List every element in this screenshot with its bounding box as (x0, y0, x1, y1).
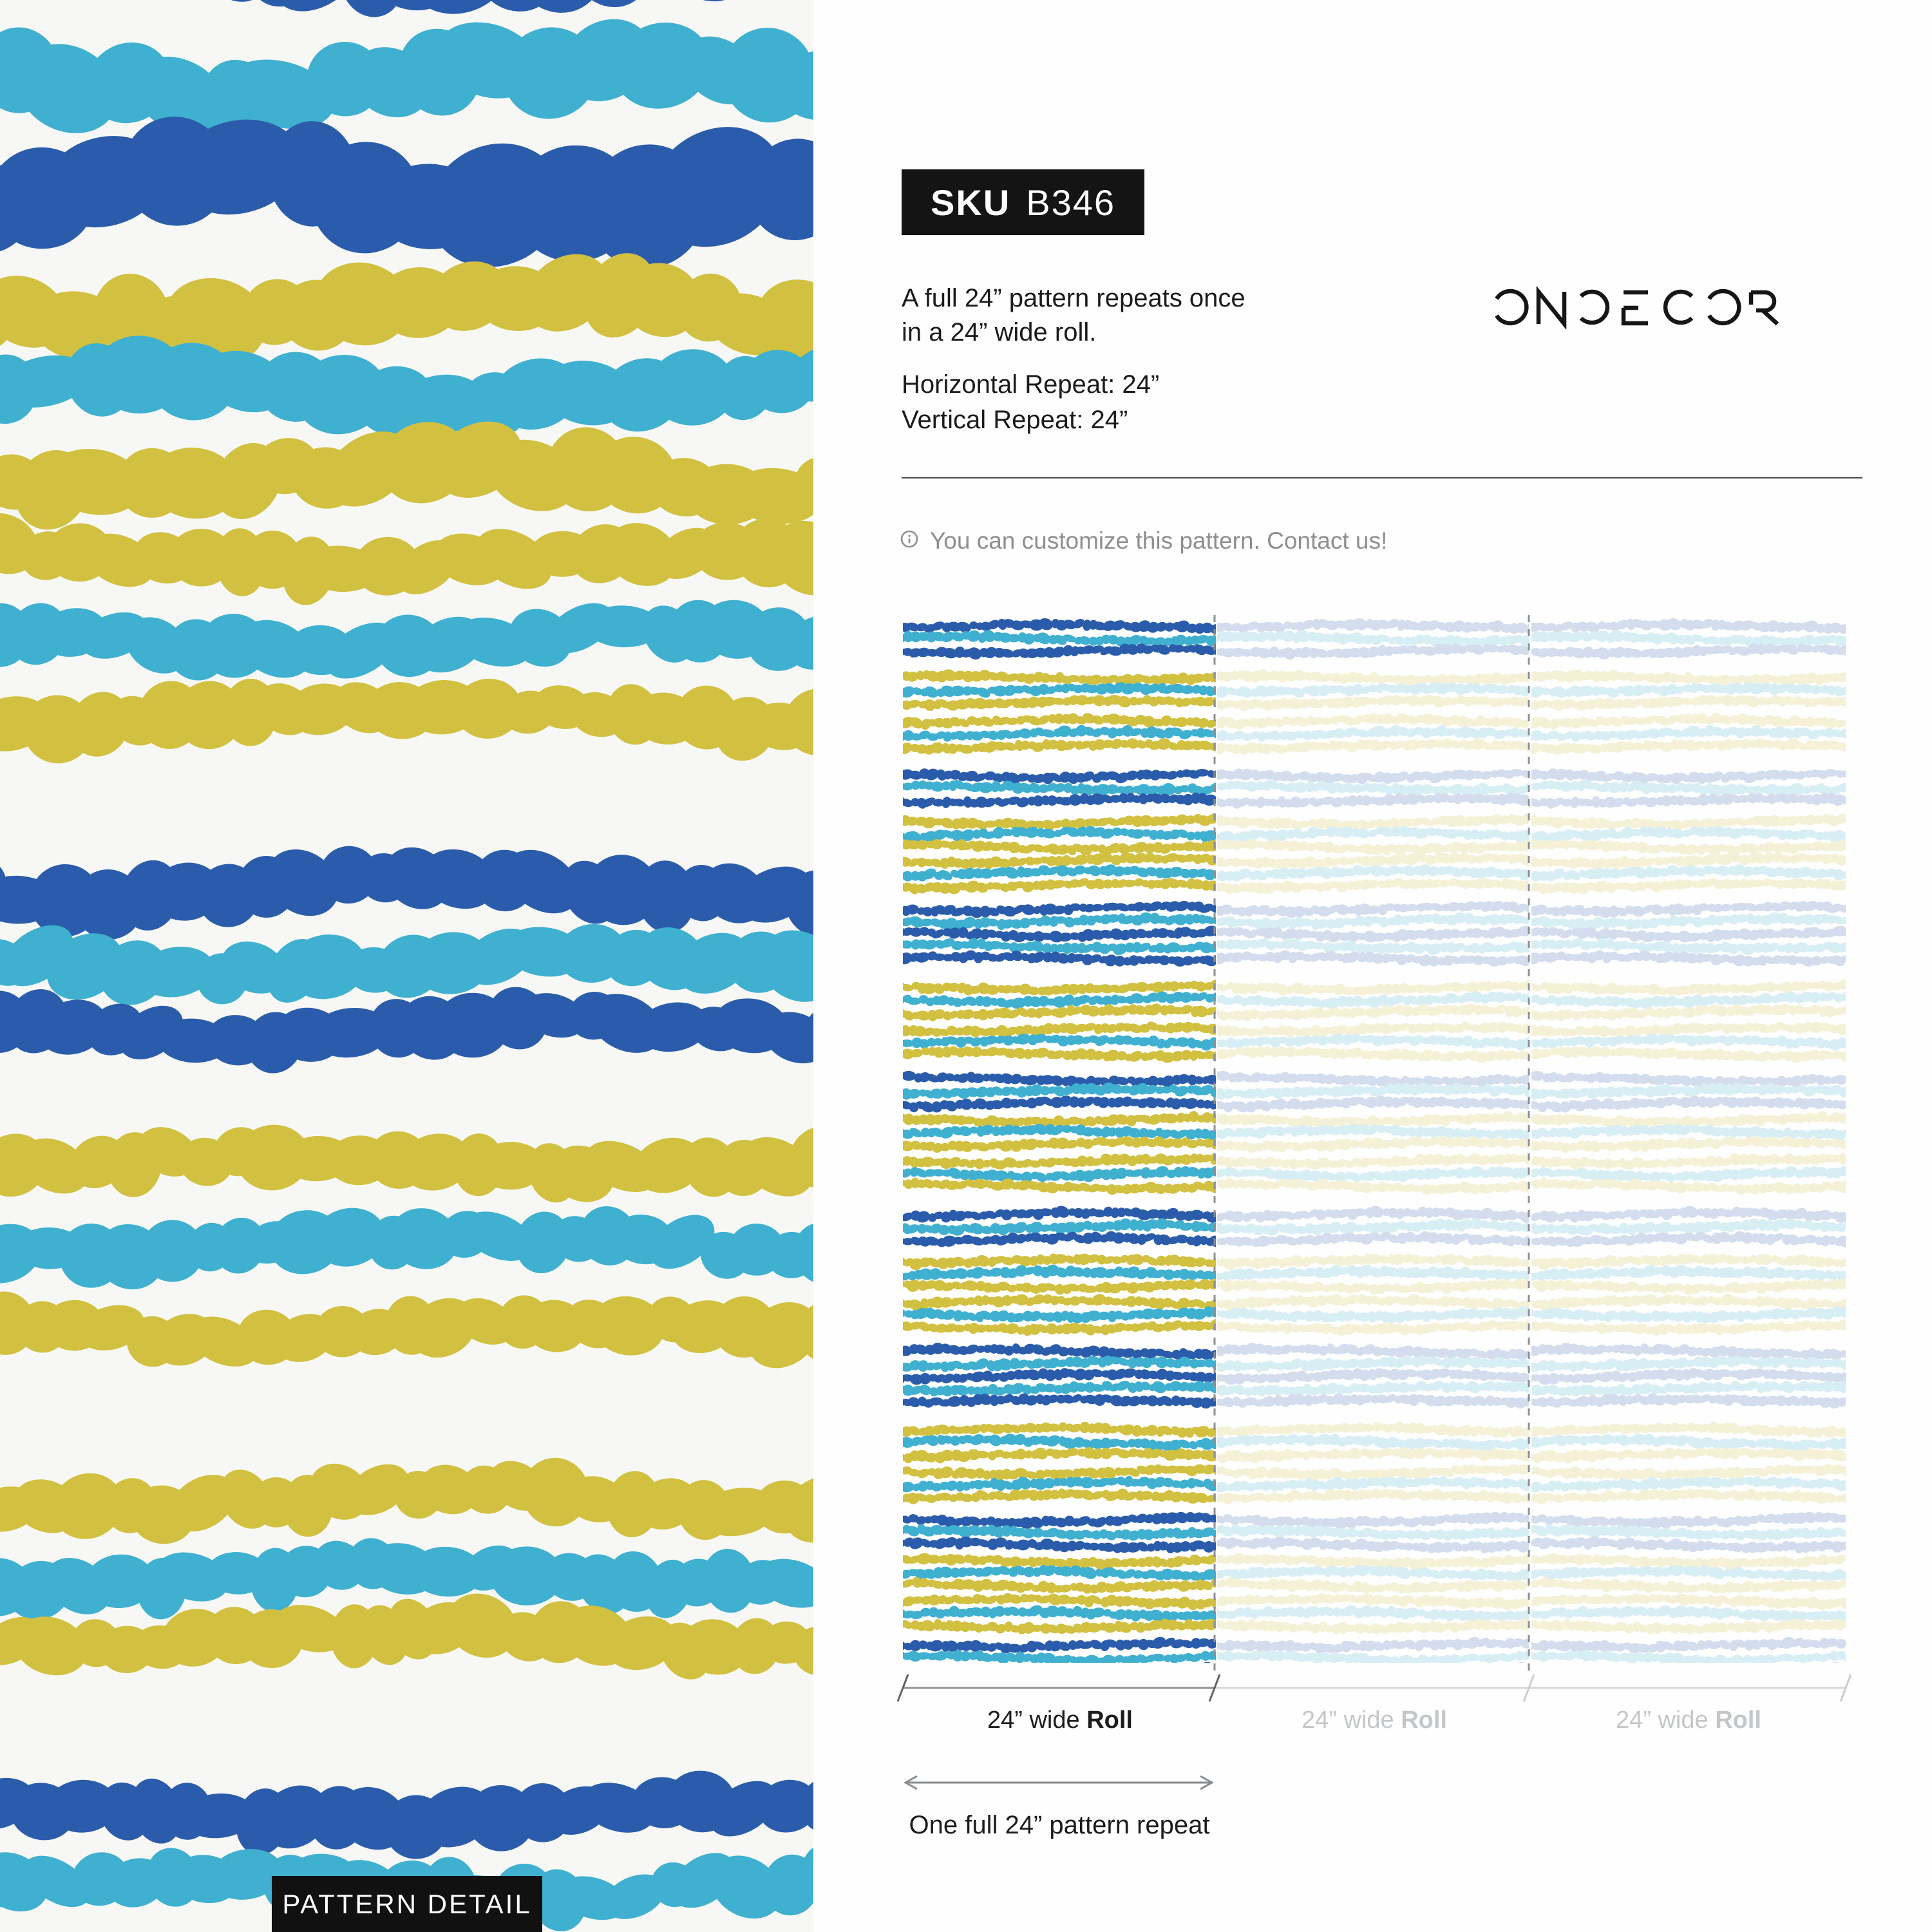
sku-value: B346 (1026, 182, 1116, 223)
sku-label: SKU (930, 182, 1011, 223)
repeat-description-line1: A full 24” pattern repeats once (902, 284, 1245, 312)
roll-1-label-prefix: 24” wide (987, 1707, 1087, 1734)
roll-1-label-bold: Roll (1086, 1707, 1133, 1734)
roll-3-label (1531, 1707, 1846, 1734)
vertical-repeat: Vertical Repeat: 24” (902, 406, 1128, 434)
sku-badge (902, 169, 1144, 235)
roll-2-label-prefix: 24” wide (1302, 1707, 1401, 1734)
roll-3-pattern-faded (1519, 616, 1859, 1680)
repeat-specs (902, 367, 1159, 438)
horizontal-repeat: Horizontal Repeat: 24” (902, 370, 1160, 399)
ondecor-logo-icon (1493, 279, 1784, 337)
roll-3-label-prefix: 24” wide (1616, 1707, 1716, 1734)
roll-3-label-bold: Roll (1715, 1707, 1761, 1734)
section-divider (902, 477, 1862, 478)
roll-2-label-bold: Roll (1401, 1707, 1447, 1734)
customize-note-text[interactable]: You can customize this pattern. Contact us! (930, 527, 1388, 554)
roll-2-label (1217, 1707, 1531, 1734)
customize-note (900, 527, 1387, 555)
repeat-description (902, 281, 1245, 350)
roll-1-pattern (891, 616, 1230, 1680)
pattern-repeat-caption: One full 24” pattern repeat (909, 1811, 1210, 1839)
roll-1-label (903, 1707, 1217, 1734)
repeat-arrow (905, 1776, 1212, 1789)
pattern-detail-stripes (0, 0, 880, 1932)
brand-logo (1493, 279, 1784, 337)
info-icon (900, 530, 918, 548)
repeat-description-line2: in a 24” wide roll. (902, 318, 1097, 346)
roll-2-pattern-faded (1205, 616, 1544, 1680)
pattern-detail-badge: PATTERN DETAIL (272, 1876, 542, 1932)
